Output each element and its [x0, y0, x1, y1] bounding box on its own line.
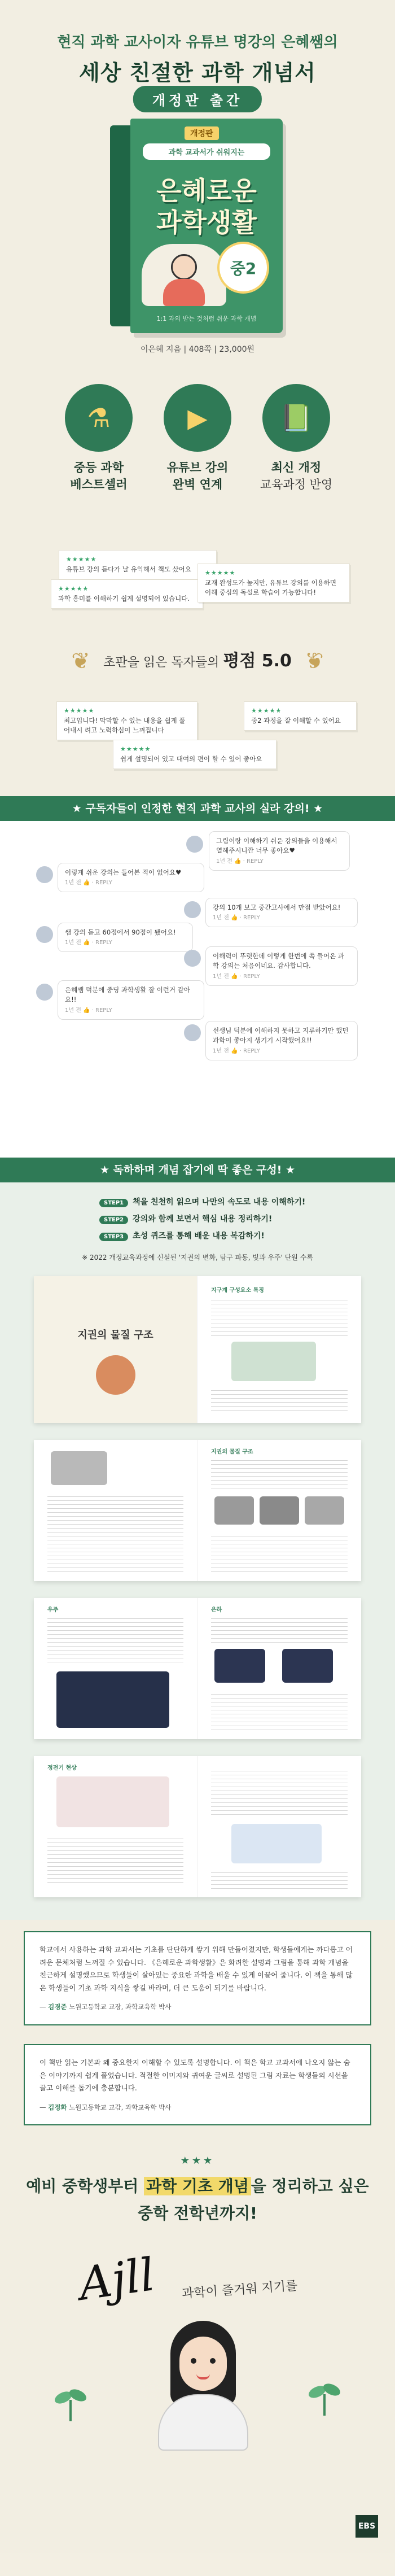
- score-value: 평점 5.0: [223, 651, 292, 671]
- rating-score: ❦ 초판을 읽은 독자들의 평점 5.0 ❦: [73, 641, 322, 681]
- avatar: [36, 984, 53, 1001]
- comment: 그림이랑 이해하기 쉬운 강의들을 이용해서 열해주시니깐 너무 좋아요♥ 1년 전 👍 · REPLY: [209, 831, 350, 871]
- flask-icon: ⚗: [65, 384, 133, 452]
- avatar: [184, 950, 201, 967]
- laurel-left-icon: ❦: [71, 648, 90, 674]
- edition-label: 개정판: [185, 126, 219, 140]
- avatar: [36, 926, 53, 943]
- reader-reviews-section: [0, 542, 395, 796]
- publisher-logo: EBS: [356, 2515, 378, 2538]
- book-meta: 이은혜 지음 | 408쪽 | 23,000원: [140, 345, 255, 354]
- chapter-title: 지권의 물질 구조: [77, 1329, 153, 1341]
- review-card: ★★★★★ 유튜브 강의 듣다가 날 유익해서 책도 샀어요: [59, 550, 217, 579]
- closing-line-1: 예비 중학생부터 과학 기초 개념 을 정리하고 싶은: [26, 2177, 369, 2195]
- book-front: [130, 119, 283, 333]
- curriculum-note: ※ 2022 개정교육과정에 신설된 '지권의 변화, 탐구 파동, 빛과 우주' 단원 수록: [82, 1254, 313, 1261]
- globe-illustration: [96, 1355, 135, 1395]
- sprout-icon: [305, 2377, 344, 2417]
- revised-edition-badge: 개정판 출간: [133, 86, 262, 112]
- book-icon: 📗: [262, 384, 330, 452]
- step-2: STEP2 강의와 함께 보면서 핵심 내용 정리하기!: [99, 1213, 272, 1224]
- author-signature: Ajll: [76, 2248, 158, 2311]
- comment: 이해력이 뚜렷한데 이렇게 한번에 쏙 들어온 과학 강의는 처음이네요. 감사합니다. 1년 전 👍 · REPLY: [205, 946, 358, 986]
- rock-photo: [51, 1451, 107, 1485]
- rating-stars: ★★★★★: [66, 556, 97, 563]
- comment: 쌤 강의 듣고 60점에서 90점이 됐어요! 1년 전 👍 · REPLY: [58, 923, 193, 952]
- review-card: ★★★★★ 중2 과정을 잘 이해할 수 있어요: [244, 701, 357, 731]
- review-card: ★★★★★ 최고입니다! 막막할 수 있는 내용을 쉽게 풀어내시 려고 노력하심이 느껴집니다: [56, 701, 198, 740]
- earth-system-diagram: [231, 1342, 316, 1381]
- hero-section: [0, 0, 395, 542]
- recommendation-box: 학교에서 사용하는 과학 교과서는 기초를 단단하게 쌓기 위해 만들어졌지만, 학생들에게는 까다롭고 어려운 문체처럼 느껴질 수 있습니다. 《은혜로운 과학생활》은 화려한 설명과 그림을 통해 과학 개념을 친근하게 설명했으므로 학생들이 살아있는 중요한 과학을 배울 수 있게 이끌어 줍니다. 이 책을 통해 많은 학생들이 기초 과학 지식을 쌓길 바라며, 더 큰 도움이 되기를 바랍니다. — 김경준 노원고등학교 교장, 과학교육학 박사: [24, 1931, 371, 2025]
- avatar: [186, 836, 203, 853]
- comment: 이렇게 쉬운 강의는 들어본 적이 없어요♥ 1년 전 👍 · REPLY: [58, 863, 204, 892]
- avatar: [184, 1024, 201, 1041]
- galaxy-photo: [56, 1671, 169, 1728]
- hero-subtitle: 현직 과학 교사이자 유튜브 명강의 은혜쌤의: [57, 34, 338, 51]
- comment: 강의 10개 보고 중간고사에서 만점 받았어요! 1년 전 👍 · REPLY: [205, 898, 358, 927]
- feature-youtube: ▶ 유튜브 강의 완벽 연계: [158, 384, 237, 492]
- closing-section: [0, 2134, 395, 2553]
- comment: 은혜쌤 덕분에 중딩 과학생활 잘 이런거 같아요!! 1년 전 👍 · REPLY: [58, 980, 204, 1020]
- book-cover: [110, 119, 285, 333]
- handwritten-message: 과학이 즐거워 지기를: [181, 2278, 299, 2302]
- teacher-portrait: [158, 2321, 248, 2451]
- step-3: STEP3 초성 퀴즈를 통해 배운 내용 복감하기!: [99, 1230, 265, 1241]
- section-banner: ★ 독하하며 개념 잡기에 딱 좋은 구성! ★: [0, 1158, 395, 1182]
- review-card: ★★★★★ 과학 흥미를 이해하기 쉽게 설명되어 있습니다.: [51, 579, 203, 609]
- review-card: ★★★★★ 교재 완성도가 높지만, 유튜브 강의를 이용하면 이해 중심의 독설로 학습이 가능합니다!: [198, 564, 350, 602]
- step-1: STEP1 책을 친천히 읽으며 나만의 속도로 내용 이해하기!: [99, 1196, 305, 1207]
- avatar: [184, 901, 201, 918]
- book-title-line1: 은혜로운: [156, 176, 257, 206]
- teacher-illustration: [142, 244, 226, 306]
- youtube-icon: ▶: [164, 384, 231, 452]
- book-spread-sample: 정전기 현상: [34, 1756, 361, 1897]
- laurel-right-icon: ❦: [305, 648, 324, 674]
- recommendation-section: [0, 1920, 395, 2134]
- section-banner: ★ 구독자들이 인정한 현직 과학 교사의 실라 강의! ★: [0, 796, 395, 821]
- book-spread-sample: 지권의 물질 구조: [34, 1440, 361, 1581]
- avatar: [36, 866, 53, 883]
- subscriber-comments-section: [0, 796, 395, 1158]
- comment: 선생님 덕분에 이해하지 못하고 지루하기만 했던 과학이 좋아지 생기기 시작했어요!! 1년 전 👍 · REPLY: [205, 1021, 358, 1060]
- book-spine: [110, 125, 133, 326]
- feature-curriculum: 📗 최신 개정 교육과정 반영: [257, 384, 336, 492]
- book-spread-sample: 우주 은하: [34, 1598, 361, 1739]
- book-title-line2: 과학생활: [156, 207, 257, 238]
- recommendation-box: 이 책만 읽는 기본과 왜 중요한지 이해할 수 있도록 설명합니다. 이 책은 학교 교과서에 나오지 않는 숨은 이야기까지 쉽게 풀었습니다. 적절한 이미지와 귀여운 글씨로 설명된 그림 자료는 학생들의 시선을 끌고 이해를 돕기에 충분합니다. — 김정화 노원고등학교 교감, 과학교육학 박사: [24, 2044, 371, 2125]
- review-card: ★★★★★ 쉽게 설명되어 있고 대여의 편이 할 수 있어 좋아요: [113, 740, 276, 769]
- sprout-icon: [51, 2383, 90, 2422]
- decor-stars: ★★★: [180, 2155, 215, 2167]
- book-note: 1:1 과외 받는 것처럼 쉬운 과학 개념: [156, 315, 257, 322]
- hero-title: 세상 친절한 과학 개념서: [79, 60, 316, 85]
- closing-line-2: 중학 전학년까지!: [138, 2204, 257, 2223]
- static-electricity-diagram: [56, 1776, 169, 1827]
- book-spread-sample: 지권의 물질 구조 지구계 구성요소 특징: [34, 1276, 361, 1423]
- feature-bestseller: ⚗ 중등 과학 베스트셀러: [59, 384, 138, 492]
- book-tagline: 과학 교과서가 쉬워지는: [143, 143, 270, 160]
- book-structure-section: [0, 1158, 395, 1920]
- grade-badge: 중2: [217, 242, 269, 294]
